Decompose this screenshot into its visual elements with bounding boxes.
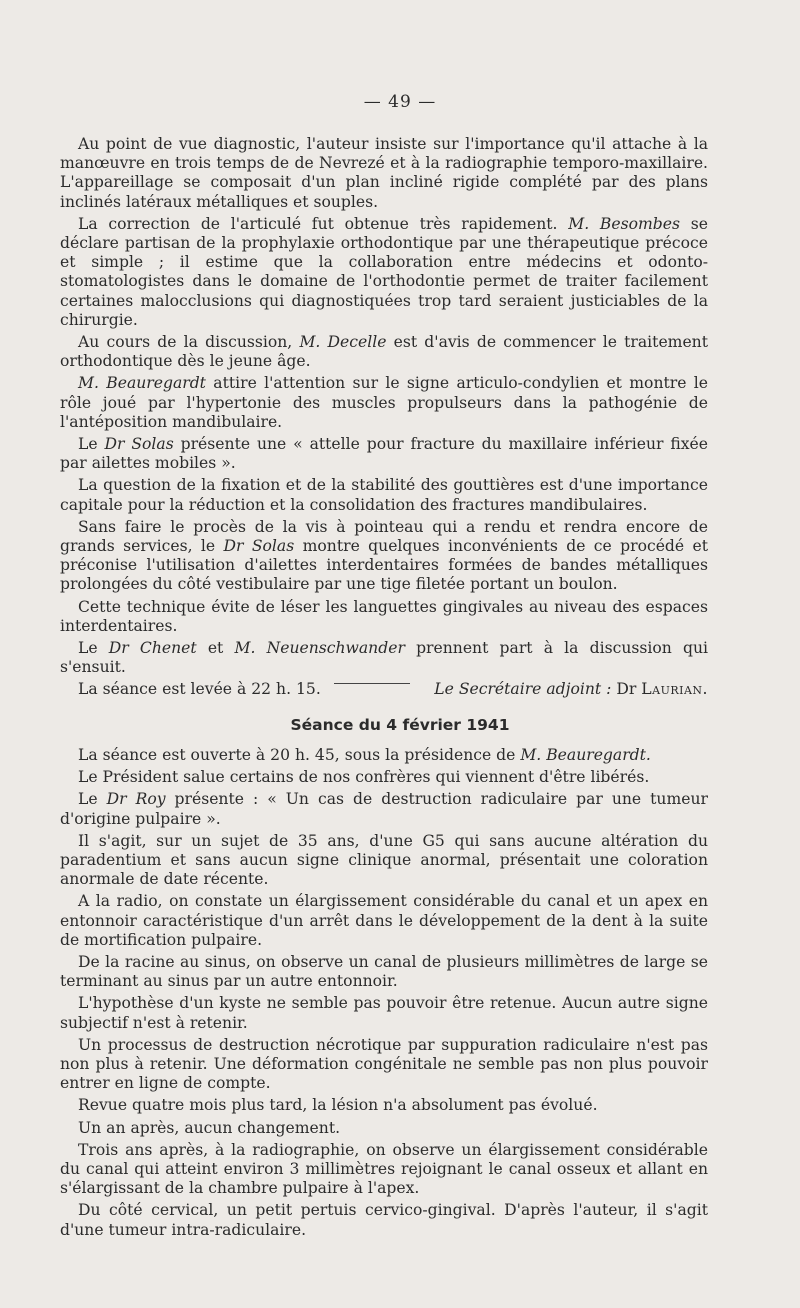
paragraph: Le Dr Chenet et M. Neuenschwander prennent part à la discussion qui s'ensuit. xyxy=(60,639,708,677)
person-name: Dr Solas xyxy=(223,537,295,556)
paragraph: L'hypothèse d'un kyste ne semble pas pouvoir être retenue. Aucun autre signe subjectif n'est à retenir. xyxy=(60,994,708,1032)
section-heading: Séance du 4 février 1941 xyxy=(290,716,510,734)
paragraph: Un processus de destruction nécrotique par suppuration radiculaire n'est pas non plus à retenir. Une déformation congénitale ne semble pas non plus pouvoir entrer en ligne de compte. xyxy=(60,1035,708,1093)
paragraph: M. Beauregardt attire l'attention sur le signe articulo-condylien et montre le rôle joué par l'hypertonie des muscles propulseurs dans la pathogénie de l'antéposition mandibulaire. xyxy=(60,374,708,431)
section-1-text xyxy=(60,135,708,700)
page-number: — 49 — xyxy=(363,92,437,112)
paragraph: Trois ans après, à la radiographie, on observe un élargissement considérable du canal qui atteint environ 3 millimètres rejoignant le canal osseux et allant en s'élargissant de la chambre pulpaire à l'apex. xyxy=(60,1140,708,1198)
person-name: M. Decelle xyxy=(299,333,387,352)
section-2-text xyxy=(60,746,708,1240)
paragraph: Un an après, aucun changement. xyxy=(78,1118,341,1137)
paragraph: A la radio, on constate un élargissement considérable du canal et un apex en entonnoir caractéristique d'un arrêt dans le développement de la dent à la suite de mortification pulpaire. xyxy=(60,892,708,949)
paragraph: Le Dr Roy présente : « Un cas de destruction radiculaire par une tumeur d'origine pulpaire ». xyxy=(60,790,708,828)
paragraph: Cette technique évite de léser les languettes gingivales au niveau des espaces interdentaires. xyxy=(60,597,708,635)
paragraph: De la racine au sinus, on observe un canal de plusieurs millimètres de large se terminant au sinus par un autre entonnoir. xyxy=(60,953,708,991)
paragraph: Revue quatre mois plus tard, la lésion n'a absolument pas évolué. xyxy=(78,1096,598,1115)
paragraph: Du côté cervical, un petit pertuis cervico-gingival. D'après l'auteur, il s'agit d'une tumeur intra-radiculaire. xyxy=(60,1201,708,1239)
paragraph: Au point de vue diagnostic, l'auteur insiste sur l'importance qu'il attache à la manœuvre en trois temps de de Nevrezé et à la radiographie temporo-maxillaire. L'appareillage se composait d'un plan incliné rigide complété par des plans inclinés latéraux métalliques et souples. xyxy=(60,135,708,211)
closing-line: La séance est levée à 22 h. 15. Le Secrétaire adjoint : Dr Laurian. xyxy=(78,680,708,699)
section-divider xyxy=(334,683,410,684)
person-name: Dr Chenet xyxy=(108,639,197,658)
paragraph: La séance est ouverte à 20 h. 45, sous la présidence de M. Beauregardt. xyxy=(78,746,651,764)
paragraph: Il s'agit, sur un sujet de 35 ans, d'une G5 qui sans aucune altération du paradentium et sans aucun signe clinique anormal, présentait une coloration anormale de date récente. xyxy=(60,831,708,889)
paragraph: Le Président salue certains de nos confrères qui viennent d'être libérés. xyxy=(78,768,650,787)
paragraph: La question de la fixation et de la stabilité des gouttières est d'une importance capitale pour la réduction et la consolidation des fractures mandibulaires. xyxy=(60,476,708,514)
person-name: Dr Solas xyxy=(104,435,174,454)
paragraph: Sans faire le procès de la vis à pointeau qui a rendu et rendra encore de grands services, le Dr Solas montre quelques inconvénients de ce procédé et préconise l'utilisation d'ailettes interdentaires formées de bandes métalliques prolongées du côté vestibulaire par une tige filetée portant un boulon. xyxy=(60,517,709,594)
signature: Le Secrétaire adjoint : Dr Laurian. xyxy=(434,680,708,699)
paragraph: Le Dr Solas présente une « attelle pour fracture du maxillaire inférieur fixée par ailettes mobiles ». xyxy=(60,435,708,473)
paragraph: Au cours de la discussion, M. Decelle est d'avis de commencer le traitement orthodontique dès le jeune âge. xyxy=(60,333,708,371)
paragraph: La correction de l'articulé fut obtenue très rapidement. M. Besombes se déclare partisan de la prophylaxie orthodontique par une thérapeutique précoce et simple ; il estime que la collaboration entre médecins et odonto-stomatologistes dans le domaine de l'orthodontie permet de traiter facilement certaines malocclusions qui diagnostiquées trop tard seraient justiciables de la chirurgie. xyxy=(60,214,708,329)
person-name: M. Beauregardt. xyxy=(520,746,651,764)
person-name: M. Neuenschwander xyxy=(234,639,405,658)
person-name: M. Besombes xyxy=(568,214,680,233)
person-name: M. Beauregardt xyxy=(78,374,206,393)
person-name: Dr Roy xyxy=(106,790,166,809)
